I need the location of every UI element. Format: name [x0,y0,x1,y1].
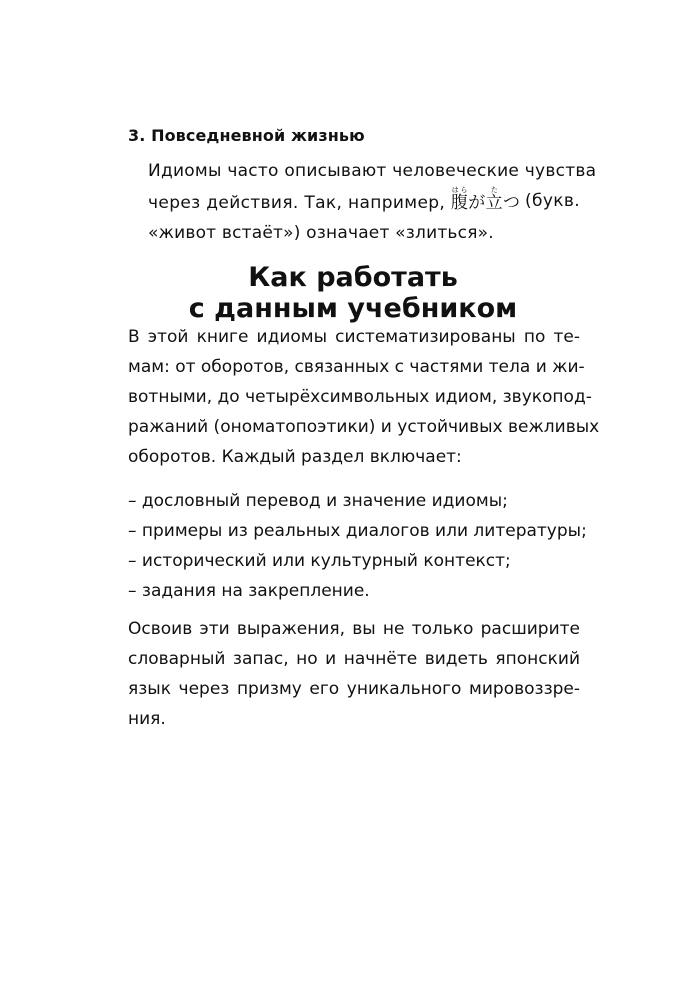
japanese-kana-tsu: つ [502,193,521,213]
intro-line: мам: от оборотов, связанных с частями тела и жи- [128,357,585,377]
section-contents-list [128,486,587,606]
closing-paragraph [128,614,580,734]
section-line-1: Идиомы часто описывают человеческие чувства [148,161,597,181]
section-paragraph [148,156,597,248]
intro-paragraph [128,322,600,472]
furigana-ta: た [485,186,503,194]
japanese-kanji-tatsu: 立た [485,186,503,213]
intro-line: В этой книге идиомы систематизированы по те- [128,327,580,347]
furigana-hara: はら [450,186,469,194]
section-line-2 [148,186,578,218]
chapter-title-line-1: Как работать [248,262,458,293]
list-item: – задания на закрепление. [128,581,370,601]
japanese-kana-ga: が [468,193,486,213]
section-line-2-text: через действия. Так, например, [148,193,451,213]
section-heading: 3. Повседневной жизнью [128,126,365,145]
japanese-kanji-hara: 腹はら [450,186,469,213]
closing-line: ния. [128,709,166,729]
section-line-2-tail: (букв. [525,191,580,211]
closing-line: словарный запас, но и начнёте видеть японский [128,649,580,669]
list-item: – примеры из реальных диалогов или литературы; [128,521,587,541]
list-item: – исторический или культурный контекст; [128,551,511,571]
chapter-title [128,262,578,324]
intro-line: ражаний (ономатопоэтики) и устойчивых вежливых [128,417,600,437]
intro-line: оборотов. Каждый раздел включает: [128,447,462,467]
section-line-3: «живот встаёт») означает «злиться». [148,223,494,243]
list-item: – дословный перевод и значение идиомы; [128,491,508,511]
closing-line: Освоив эти выражения, вы не только расширите [128,619,580,639]
closing-line: язык через призму его уникального мировоззре- [128,679,580,699]
chapter-title-line-2: с данным учебником [188,293,518,324]
intro-line: вотными, до четырёхсимвольных идиом, звукопод- [128,387,592,407]
